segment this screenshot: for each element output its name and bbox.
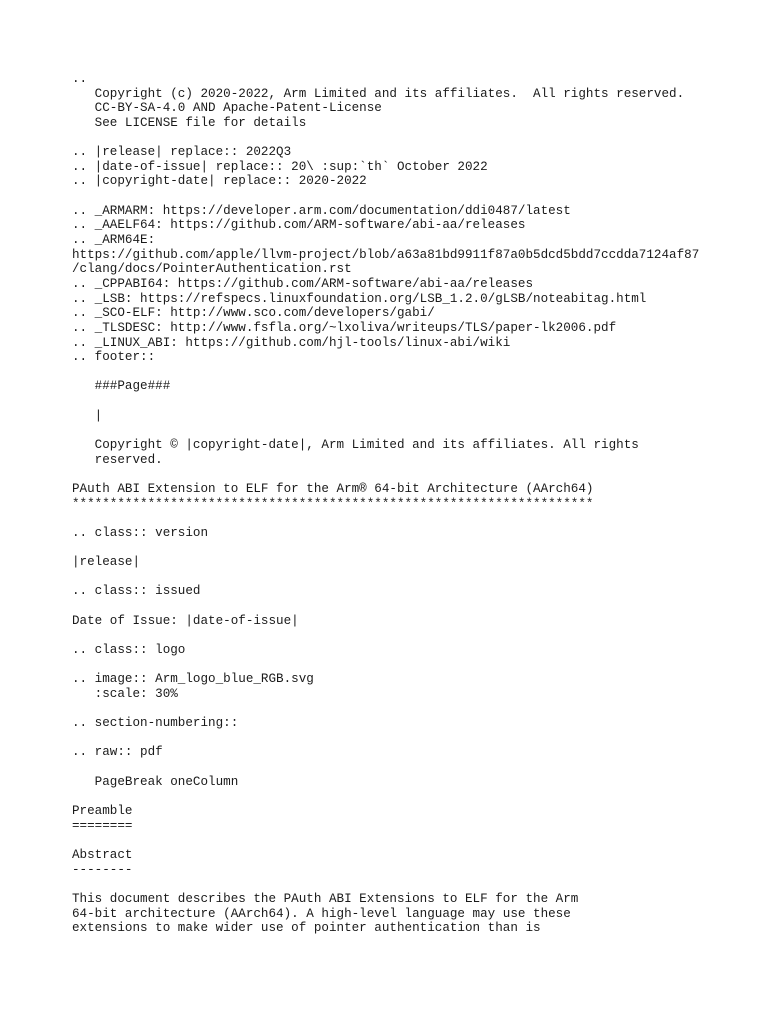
document-line: extensions to make wider use of pointer authentication than is	[72, 921, 541, 936]
document-line: .. _AAELF64: https://github.com/ARM-software/abi-aa/releases	[72, 218, 526, 233]
document-line: --------	[72, 862, 133, 877]
document-text	[72, 72, 712, 936]
document-line: .. |copyright-date| replace:: 2020-2022	[72, 174, 367, 189]
document-line: Copyright © |copyright-date|, Arm Limited and its affiliates. All rights	[72, 438, 639, 453]
document-line	[72, 833, 712, 848]
document-line: .. class:: version	[72, 525, 209, 540]
document-line: .. _LSB: https://refspecs.linuxfoundation.org/LSB_1.2.0/gLSB/noteabitag.html	[72, 291, 647, 306]
document-line: CC-BY-SA-4.0 AND Apache-Patent-License	[72, 101, 382, 116]
document-line: |	[72, 408, 103, 423]
document-line	[72, 877, 712, 892]
document-line: .. footer::	[72, 350, 156, 365]
document-line: |release|	[72, 555, 141, 570]
document-line	[72, 394, 712, 409]
document-line: .. _TLSDESC: http://www.fsfla.org/~lxoliva/writeups/TLS/paper-lk2006.pdf	[72, 320, 617, 335]
document-line: ========	[72, 818, 133, 833]
document-line: .. _LINUX_ABI: https://github.com/hjl-tools/linux-abi/wiki	[72, 335, 511, 350]
document-line: ###Page###	[72, 379, 171, 394]
document-line: reserved.	[72, 452, 163, 467]
document-line	[72, 189, 712, 204]
document-line	[72, 541, 712, 556]
document-line	[72, 467, 712, 482]
document-line: Abstract	[72, 847, 133, 862]
document-line: :scale: 30%	[72, 686, 178, 701]
document-line: .. class:: issued	[72, 584, 201, 599]
document-line	[72, 131, 712, 146]
document-line: *********************************************************************	[72, 496, 594, 511]
document-line: PAuth ABI Extension to ELF for the Arm® 64-bit Architecture (AArch64)	[72, 481, 594, 496]
document-line: .. class:: logo	[72, 642, 186, 657]
document-line: ..	[72, 72, 88, 86]
document-line: .. |release| replace:: 2022Q3	[72, 145, 292, 160]
document-line: Date of Issue: |date-of-issue|	[72, 613, 299, 628]
document-line: .. _SCO-ELF: http://www.sco.com/developers/gabi/	[72, 306, 435, 321]
document-line	[72, 731, 712, 746]
document-line: .. raw:: pdf	[72, 745, 163, 760]
document-line	[72, 760, 712, 775]
document-line: Copyright (c) 2020-2022, Arm Limited and its affiliates. All rights reserved.	[72, 86, 685, 101]
document-line: /clang/docs/PointerAuthentication.rst	[72, 262, 352, 277]
document-line	[72, 423, 712, 438]
document-line: Preamble	[72, 804, 133, 819]
document-line	[72, 658, 712, 673]
document-line	[72, 702, 712, 717]
document-line: .. _ARM64E:	[72, 233, 156, 248]
document-line: .. image:: Arm_logo_blue_RGB.svg	[72, 672, 314, 687]
document-line: .. _ARMARM: https://developer.arm.com/documentation/ddi0487/latest	[72, 203, 571, 218]
document-line	[72, 599, 712, 614]
document-line	[72, 628, 712, 643]
document-line	[72, 511, 712, 526]
document-line: .. _CPPABI64: https://github.com/ARM-software/abi-aa/releases	[72, 276, 534, 291]
document-line: .. section-numbering::	[72, 716, 239, 731]
document-line	[72, 570, 712, 585]
document-line: 64-bit architecture (AArch64). A high-level language may use these	[72, 906, 571, 921]
document-line	[72, 789, 712, 804]
document-line	[72, 365, 712, 380]
document-line: This document describes the PAuth ABI Extensions to ELF for the Arm	[72, 891, 579, 906]
document-line: PageBreak oneColumn	[72, 774, 239, 789]
document-line: https://github.com/apple/llvm-project/blob/a63a81bd9911f87a0b5dcd5bdd7ccdda7124af87	[72, 247, 700, 262]
document-line: .. |date-of-issue| replace:: 20\ :sup:`th` October 2022	[72, 159, 488, 174]
document-line: See LICENSE file for details	[72, 115, 307, 130]
